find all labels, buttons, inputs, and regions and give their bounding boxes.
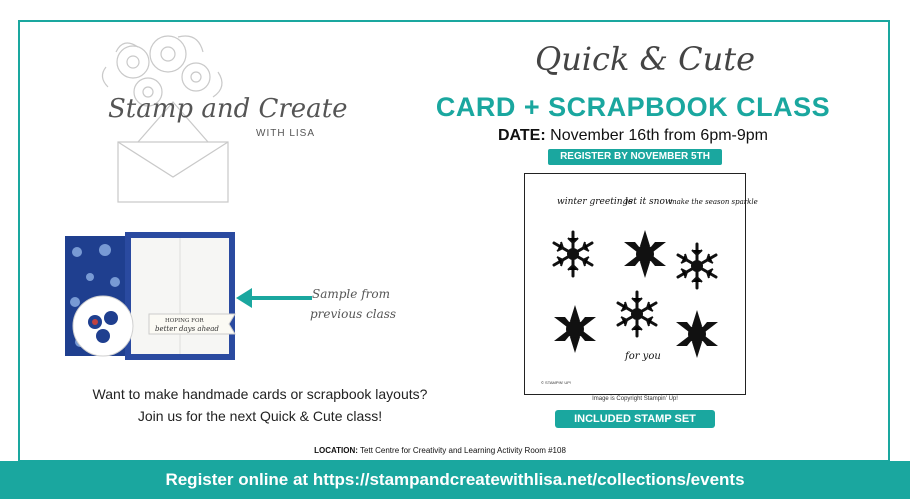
logo-text-sub: WITH LISA	[256, 128, 316, 139]
snowflake-large-open	[554, 232, 592, 276]
sample-annotation	[308, 280, 418, 328]
location-text	[240, 446, 640, 455]
invite-line-1: Want to make handmade cards or scrapbook layouts?	[92, 386, 428, 402]
sample-annotation-line2: previous class	[310, 307, 397, 321]
snowflake-solid-small	[624, 230, 666, 278]
snowflake-open-right	[678, 244, 716, 288]
invite-line-2: Join us for the next Quick & Cute class!	[137, 408, 383, 424]
sample-annotation-line1: Sample from	[312, 287, 390, 301]
snowflake-open-center	[618, 292, 656, 336]
register-footer-banner[interactable]	[0, 461, 910, 499]
location-label: LOCATION:	[314, 446, 358, 455]
stamp-set-image	[524, 173, 758, 395]
quick-cute-text: Quick & Cute	[534, 40, 756, 78]
card-sentiment-2: better days ahead	[155, 325, 219, 333]
class-title: CARD + SCRAPBOOK CLASS	[435, 92, 831, 122]
card-medallion	[73, 296, 133, 356]
sample-card-image	[65, 232, 235, 360]
snowflake-solid-large	[554, 305, 596, 353]
stamp-small-mark: © STAMPIN' UP!	[541, 380, 572, 385]
stamp-set-artwork	[525, 174, 758, 393]
logo-stamp-and-create	[78, 32, 348, 207]
date-value: November 16th from 6pm-9pm	[550, 127, 768, 144]
register-by-badge: REGISTER BY NOVEMBER 5TH	[548, 149, 722, 165]
arrow-left-icon	[236, 287, 314, 309]
script-title	[534, 32, 756, 84]
class-date	[430, 127, 836, 145]
copyright-note: Image is Copyright Stampin' Up!	[592, 396, 678, 402]
stamp-greeting-foryou: for you	[625, 351, 661, 362]
stamp-greeting-sparkle: make the season sparkle	[670, 198, 758, 206]
stamp-greeting-snow: let it snow	[625, 197, 673, 207]
register-link[interactable]: Register online at https://stampandcreatewithlisa.net/collections/events	[165, 470, 745, 489]
card-sentiment-1: HOPING FOR	[165, 318, 204, 324]
snowflake-solid-right	[676, 310, 718, 358]
location-value: Tett Centre for Creativity and Learning Activity Room #108	[360, 446, 566, 455]
stamp-greeting-winter: winter greetings	[557, 197, 633, 207]
date-label: DATE:	[497, 127, 546, 144]
logo-text-main: Stamp and Create	[108, 94, 348, 124]
invite-text	[40, 383, 480, 427]
included-stamp-set-badge: INCLUDED STAMP SET	[555, 410, 715, 428]
